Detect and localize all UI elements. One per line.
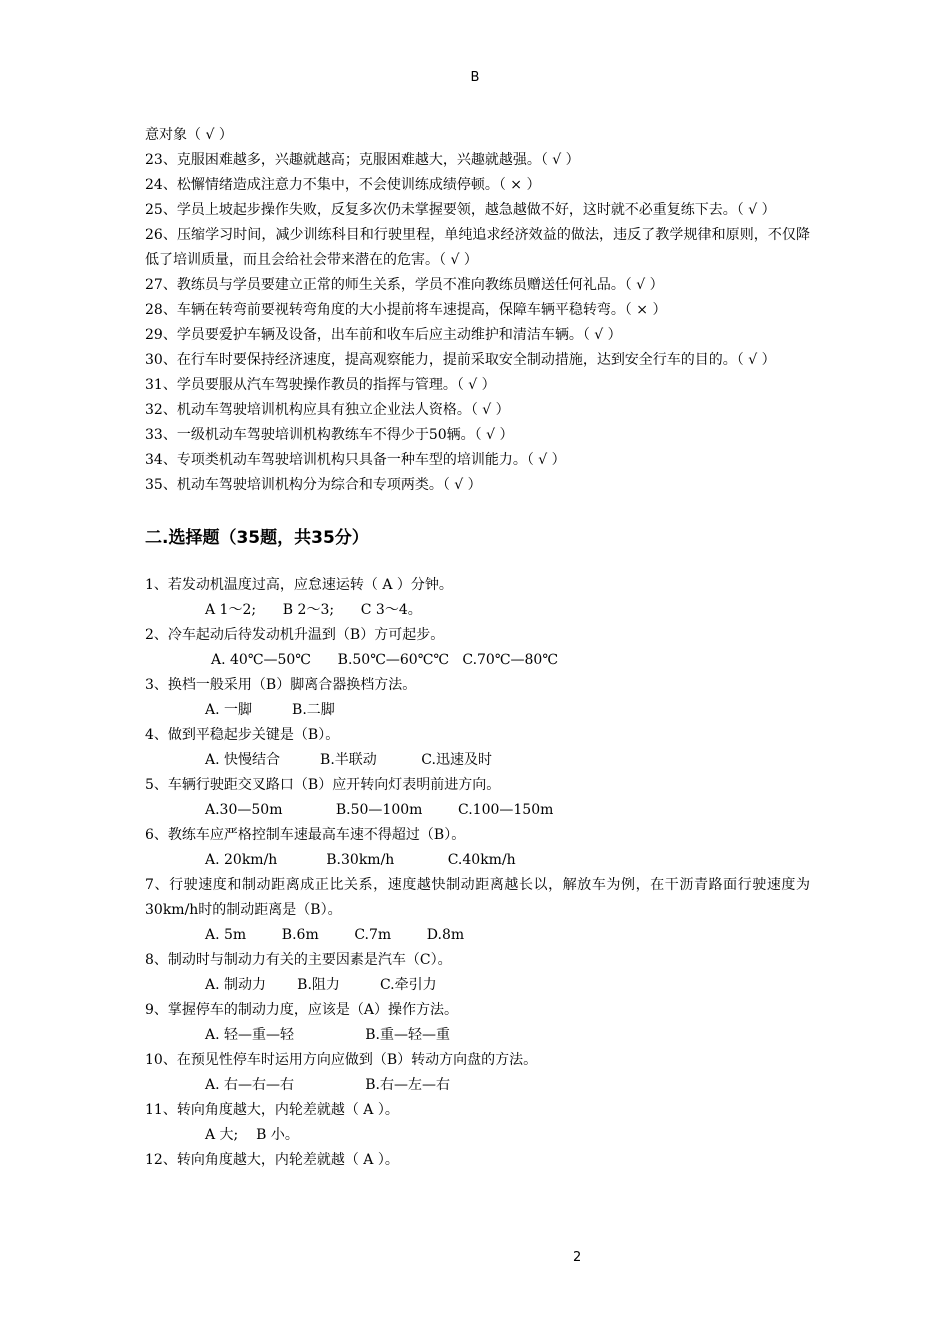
page-number: 2: [573, 1250, 582, 1265]
tf-item-31: 31、学员要服从汽车驾驶操作教员的指挥与管理。（ √ ）: [145, 377, 496, 393]
mc-options-4: A. 快慢结合 B.半联动 C.迅速及时: [205, 752, 492, 768]
tf-item-25: 25、学员上坡起步操作失败，反复多次仍未掌握要领，越急越做不好，这时就不必重复练下去。（ √ ）: [145, 202, 776, 218]
tf-item-33: 33、一级机动车驾驶培训机构教练车不得少于50辆。（ √ ）: [145, 427, 514, 443]
mc-question-7: 7、行驶速度和制动距离成正比关系，速度越快制动距离越长以，解放车为例，在干沥青路面行驶速度为30km/h时的制动距离是（B）。: [145, 877, 810, 918]
mc-options-10: A. 右—右—右 B.右—左—右: [205, 1077, 450, 1093]
mc-options-8: A. 制动力 B.阻力 C.牵引力: [205, 977, 437, 993]
tf-item-28: 28、车辆在转弯前要视转弯角度的大小提前将车速提高，保障车辆平稳转弯。（ × ）: [145, 302, 667, 318]
mc-options-3: A. 一脚 B.二脚: [205, 702, 335, 718]
tf-item-27: 27、教练员与学员要建立正常的师生关系，学员不准向教练员赠送任何礼品。（ √ ）: [145, 277, 664, 293]
page-header: B: [470, 70, 480, 85]
mc-question-12: 12、转向角度越大，内轮差就越（ A ）。: [145, 1152, 399, 1168]
mc-options-1: A 1～2; B 2～3; C 3～4。: [205, 602, 422, 618]
mc-question-6: 6、教练车应严格控制车速最高车速不得超过（B）。: [145, 827, 466, 843]
mc-options-9: A. 轻—重—轻 B.重—轻—重: [205, 1027, 450, 1043]
section-title: 二.选择题（35题，共35分）: [145, 528, 369, 548]
document-body: [145, 123, 810, 1173]
mc-options-2: A. 40℃—50℃ B.50℃—60℃℃ C.70℃—80℃: [211, 652, 558, 668]
tf-item-24: 24、松懈情绪造成注意力不集中，不会使训练成绩停顿。（ × ）: [145, 177, 541, 193]
mc-question-3: 3、换档一般采用（B）脚离合器换档方法。: [145, 677, 417, 693]
mc-question-10: 10、在预见性停车时运用方向应做到（B）转动方向盘的方法。: [145, 1052, 538, 1068]
tf-item-29: 29、学员要爱护车辆及设备，出车前和收车后应主动维护和清洁车辆。（ √ ）: [145, 327, 622, 343]
mc-question-9: 9、掌握停车的制动力度，应该是（A）操作方法。: [145, 1002, 459, 1018]
mc-question-4: 4、做到平稳起步关键是（B）。: [145, 727, 340, 743]
tf-item-32: 32、机动车驾驶培训机构应具有独立企业法人资格。（ √ ）: [145, 402, 510, 418]
mc-question-8: 8、制动时与制动力有关的主要因素是汽车（C）。: [145, 952, 452, 968]
tf-item-22-tail: 意对象（ √ ）: [145, 127, 233, 143]
mc-question-2: 2、冷车起动后待发动机升温到（B）方可起步。: [145, 627, 445, 643]
tf-item-26: 26、压缩学习时间，减少训练科目和行驶里程，单纯追求经济效益的做法，违反了教学规律和原则，不仅降低了培训质量，而且会给社会带来潜在的危害。（ √ ）: [145, 227, 810, 268]
mc-question-1: 1、若发动机温度过高，应怠速运转（ A ）分钟。: [145, 577, 453, 593]
tf-item-35: 35、机动车驾驶培训机构分为综合和专项两类。（ √ ）: [145, 477, 482, 493]
mc-question-5: 5、车辆行驶距交叉路口（B）应开转向灯表明前进方向。: [145, 777, 501, 793]
mc-options-7: A. 5m B.6m C.7m D.8m: [205, 927, 465, 943]
tf-item-30: 30、在行车时要保持经济速度，提高观察能力，提前采取安全制动措施，达到安全行车的目的。（ √ ）: [145, 352, 776, 368]
tf-item-34: 34、专项类机动车驾驶培训机构只具备一种车型的培训能力。（ √ ）: [145, 452, 566, 468]
mc-options-11: A 大; B 小。: [205, 1127, 299, 1143]
mc-options-5: A.30—50m B.50—100m C.100—150m: [205, 802, 554, 818]
mc-options-6: A. 20km/h B.30km/h C.40km/h: [205, 852, 516, 868]
tf-item-23: 23、克服困难越多，兴趣就越高；克服困难越大，兴趣就越强。（ √ ）: [145, 152, 580, 168]
mc-question-11: 11、转向角度越大，内轮差就越（ A ）。: [145, 1102, 399, 1118]
